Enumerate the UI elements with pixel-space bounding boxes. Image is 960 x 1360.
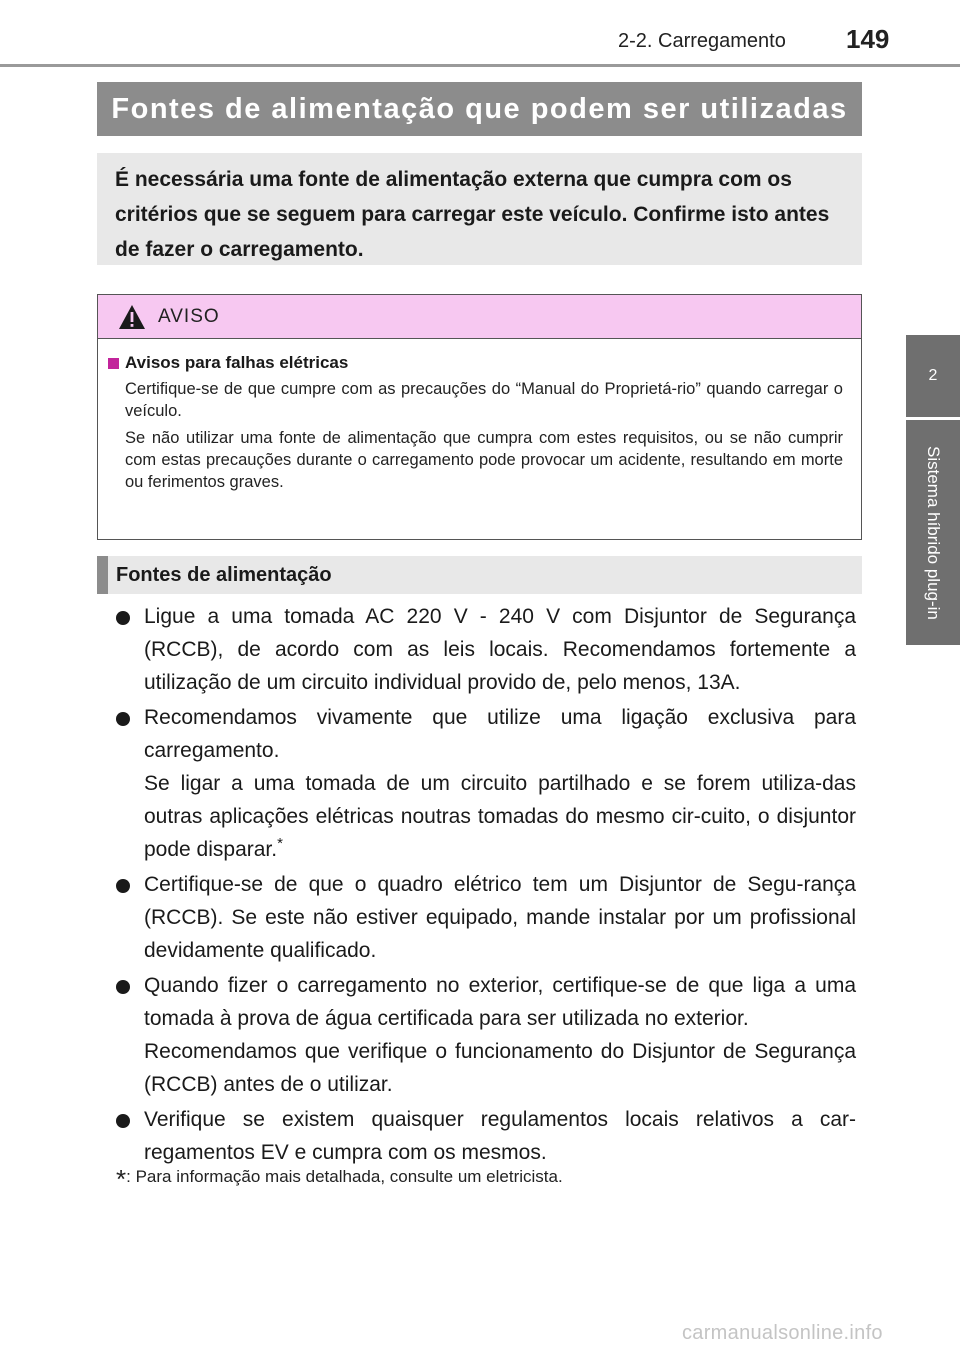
footnote-marker: * bbox=[277, 835, 283, 852]
bullet-paragraph-with-footnote bbox=[144, 767, 856, 866]
bullet-dot-icon bbox=[116, 712, 130, 726]
chapter-tab-number: 2 bbox=[906, 335, 960, 417]
intro-box bbox=[97, 153, 862, 265]
bullet-paragraph-text: Se ligar a uma tomada de um circuito partilhado e se forem utiliza-das outras aplicações elétricas noutras tomadas do mesmo cir-cuito, o disjuntor pode disparar. bbox=[144, 772, 856, 861]
warning-triangle-icon bbox=[118, 304, 146, 330]
list-item bbox=[116, 701, 856, 866]
warning-paragraph: Certifique-se de que cumpre com as precauções do “Manual do Proprietá-rio” quando carregar o veículo. bbox=[125, 380, 843, 420]
page-number: 149 bbox=[846, 24, 890, 54]
chapter-tab-title: Sistema híbrido plug-in bbox=[906, 420, 960, 645]
warning-header bbox=[98, 295, 861, 339]
warning-label: AVISO bbox=[158, 305, 220, 327]
footnote-text: Para informação mais detalhada, consulte um eletricista. bbox=[130, 1167, 563, 1186]
list-item bbox=[116, 969, 856, 1101]
header-section-title: 2-2. Carregamento bbox=[618, 30, 786, 52]
footnote bbox=[116, 1164, 856, 1195]
footnote-star: * bbox=[116, 1164, 127, 1194]
warning-subheading-text: Avisos para falhas elétricas bbox=[125, 353, 349, 372]
footnote-separator: : bbox=[126, 1167, 131, 1186]
bullet-paragraph: Recomendamos que verifique o funcionamento do Disjuntor de Segurança (RCCB) antes de o utilizar. bbox=[144, 1040, 856, 1096]
warning-box bbox=[97, 294, 862, 540]
list-item bbox=[116, 1103, 856, 1169]
header-divider bbox=[0, 64, 960, 67]
square-bullet-icon bbox=[108, 358, 119, 369]
bullet-list bbox=[116, 600, 856, 1169]
bullet-paragraph: Quando fizer o carregamento no exterior, certifique-se de que liga a uma tomada à prova de água certificada para ser utilizada no exterior. bbox=[144, 974, 856, 1030]
bullet-paragraph: Recomendamos vivamente que utilize uma ligação exclusiva para carregamento. bbox=[144, 706, 856, 762]
section-title: Fontes de alimentação que podem ser utilizadas bbox=[97, 82, 862, 136]
bullet-dot-icon bbox=[116, 1114, 130, 1128]
bullet-dot-icon bbox=[116, 980, 130, 994]
bullet-paragraph: Ligue a uma tomada AC 220 V - 240 V com Disjuntor de Segurança (RCCB), de acordo com as leis locais. Recomendamos fortemente a utilização de um circuito individual provido de, pelo menos, 13A. bbox=[144, 605, 856, 694]
list-item bbox=[116, 600, 856, 699]
bullet-paragraph: Certifique-se de que o quadro elétrico tem um Disjuntor de Segu-rança (RCCB). Se este não estiver equipado, mande instalar por um profissional devidamente qualificado. bbox=[144, 873, 856, 962]
intro-text: É necessária uma fonte de alimentação externa que cumpra com os critérios que se seguem para carregar este veículo. Confirme isto antes de fazer o carregamento. bbox=[115, 168, 830, 261]
watermark: carmanualsonline.info bbox=[682, 1322, 883, 1344]
list-item bbox=[116, 868, 856, 967]
bullet-paragraph: Verifique se existem quaisquer regulamentos locais relativos a car-regamentos EV e cumpra com os mesmos. bbox=[144, 1108, 856, 1164]
subsection-title: Fontes de alimentação bbox=[97, 556, 862, 594]
bullet-dot-icon bbox=[116, 611, 130, 625]
warning-paragraph: Se não utilizar uma fonte de alimentação que cumpra com estes requisitos, ou se não cumprir com estas precauções durante o carregamento pode provocar um acidente, resultando em morte ou ferimentos graves. bbox=[125, 429, 843, 491]
warning-subheading bbox=[108, 353, 843, 373]
bullet-dot-icon bbox=[116, 879, 130, 893]
warning-body bbox=[98, 339, 861, 493]
